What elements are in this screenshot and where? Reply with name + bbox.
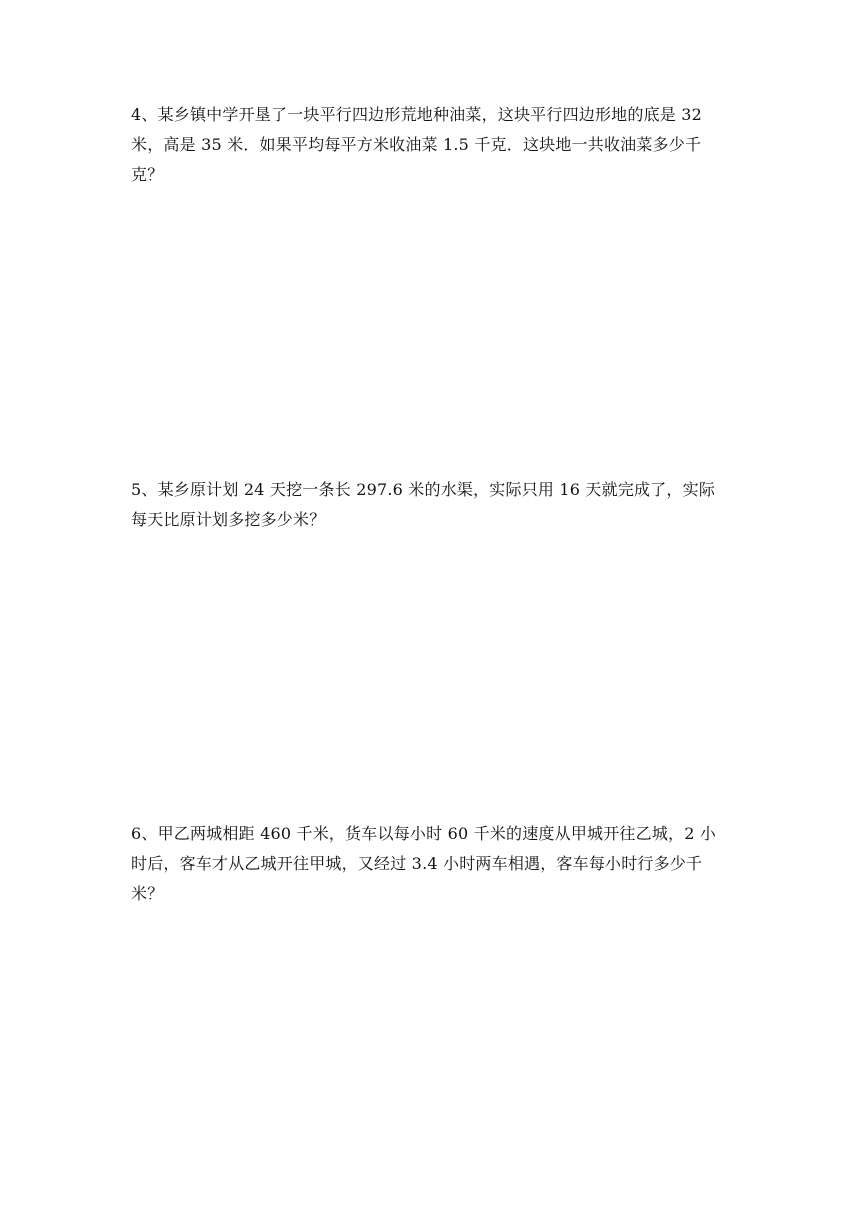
problem-4 [131, 100, 735, 190]
problem-5 [131, 475, 735, 535]
problem-4-line-1: 4、某乡镇中学开垦了一块平行四边形荒地种油菜，这块平行四边形地的底是 32 [131, 105, 703, 124]
problem-6-line-3: 米？ [131, 884, 164, 903]
problem-5-line-1: 5、某乡原计划 24 天挖一条长 297.6 米的水渠，实际只用 16 天就完成了，实际 [131, 480, 716, 499]
problem-4-line-2: 米，高是 35 米．如果平均每平方米收油菜 1.5 千克．这块地一共收油菜多少千 [131, 135, 702, 154]
problem-5-line-2: 每天比原计划多挖多少米？ [131, 510, 326, 529]
problem-6-line-1: 6、甲乙两城相距 460 千米，货车以每小时 60 千米的速度从甲城开往乙城，2 小 [131, 824, 717, 843]
problem-6 [131, 819, 735, 909]
problem-6-line-2: 时后，客车才从乙城开往甲城，又经过 3.4 小时两车相遇，客车每小时行多少千 [131, 854, 703, 873]
problem-4-line-3: 克？ [131, 165, 164, 184]
